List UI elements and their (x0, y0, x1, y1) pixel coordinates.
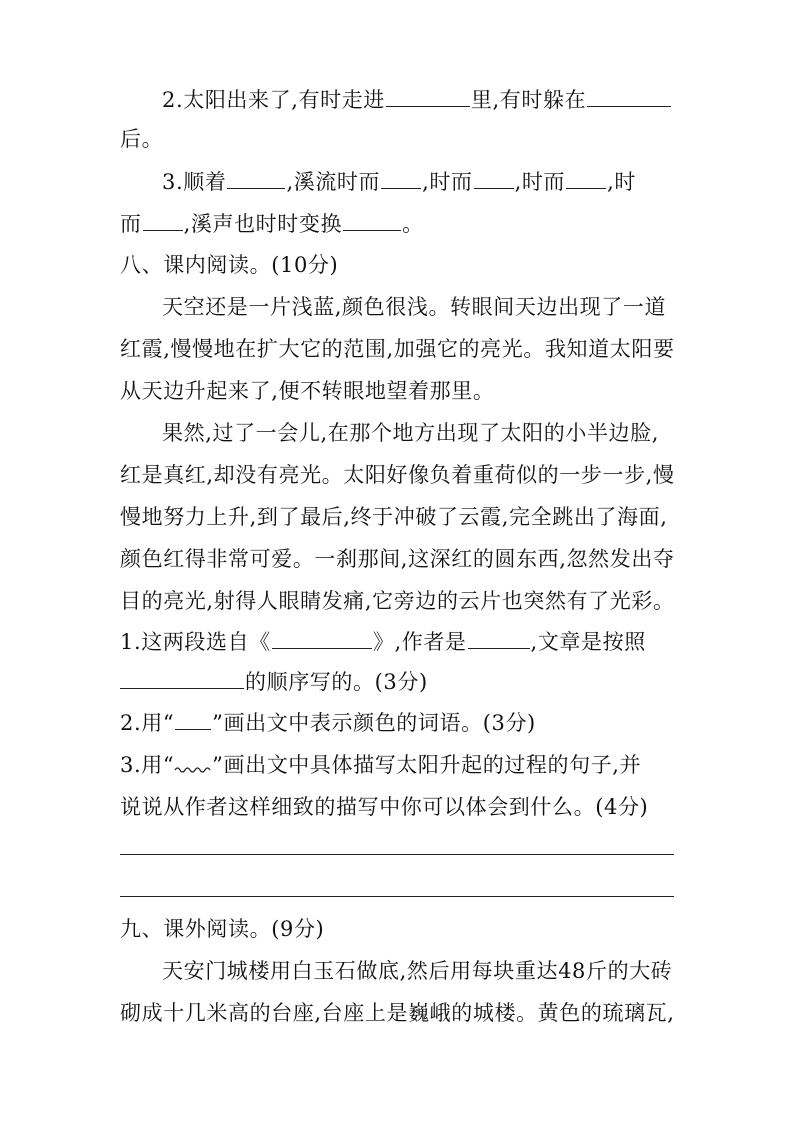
q7-item3-text-c: ,时而 (422, 170, 473, 194)
section-9-heading: 九、课外阅读。(9分) (120, 917, 325, 941)
q8-item1-text-c: ,文章是按照 (530, 630, 646, 654)
passage-9-line: 砌成十几米高的台座,台座上是巍峨的城楼。黄色的琉璃瓦, (120, 1001, 675, 1025)
q7-item3-text-h: 。 (402, 212, 424, 236)
q7-item3-text-e: ,时 (607, 170, 636, 194)
passage-8-line: 从天边升起来了,便不转眼地望着那里。 (120, 379, 495, 403)
q8-item-1-cont (120, 666, 680, 696)
q8-item3-text-b: ”画出文中具体描写太阳升起的过程的句子,并 (212, 753, 642, 777)
passage-9-line: 天安门城楼用白玉石做底,然后用每块重达48斤的大砖 (162, 959, 673, 983)
q7-item-3-cont (120, 208, 680, 238)
answer-blank[interactable] (381, 166, 421, 189)
answer-blank[interactable] (343, 208, 401, 231)
answer-blank[interactable] (120, 666, 244, 689)
q7-item3-text-f: 而 (120, 212, 142, 236)
answer-blank[interactable] (227, 166, 285, 189)
q8-item-3-cont: 说说从作者这样细致的描写中你可以体会到什么。(4分) (120, 795, 649, 819)
q7-item-3 (162, 166, 682, 196)
q7-item3-text-g: ,溪声也时时变换 (183, 212, 343, 236)
answer-blank[interactable] (587, 84, 671, 107)
section-8-heading: 八、课内阅读。(10分) (120, 253, 339, 277)
q8-item-2 (120, 708, 680, 738)
q8-item1-text-b: 》,作者是 (372, 630, 467, 654)
passage-8-line: 红霞,慢慢地在扩大它的范围,加强它的亮光。我知道太阳要 (120, 337, 675, 361)
q8-item2-text-a: 2.用“ (120, 711, 175, 735)
q7-item3-text-d: ,时而 (514, 170, 566, 194)
answer-blank[interactable] (272, 626, 372, 649)
q7-item3-text-a: 3.顺着 (162, 170, 227, 194)
passage-8-line: 红是真红,却没有亮光。太阳好像负着重荷似的一步一步,慢 (120, 463, 675, 487)
q8-item1-text-a: 1.这两段选自《 (120, 630, 271, 654)
straight-underline-mark (175, 709, 211, 730)
answer-blank[interactable] (143, 208, 183, 231)
passage-8-line: 颜色红得非常可爱。一刹那间,这深红的圆东西,忽然发出夺 (120, 547, 675, 571)
q7-item2-text-a: 2.太阳出来了,有时走进 (162, 88, 385, 112)
answer-blank[interactable] (474, 166, 514, 189)
q7-item3-text-b: ,溪流时而 (286, 170, 381, 194)
q8-item-3 (120, 750, 680, 780)
answer-blank[interactable] (566, 166, 606, 189)
answer-line[interactable] (120, 854, 674, 855)
q8-item1-text-d: 的顺序写的。(3分) (245, 670, 428, 694)
passage-8-line: 目的亮光,射得人眼睛发痛,它旁边的云片也突然有了光彩。 (120, 589, 675, 613)
answer-line[interactable] (120, 896, 674, 897)
q8-item3-text-a: 3.用“ (120, 753, 175, 777)
passage-8-line: 天空还是一片浅蓝,颜色很浅。转眼间天边出现了一道 (162, 295, 667, 319)
passage-8-line: 慢地努力上升,到了最后,终于冲破了云霞,完全跳出了海面, (120, 505, 668, 529)
q7-item2-text-b: 里,有时躲在 (470, 88, 587, 112)
answer-blank[interactable] (468, 626, 530, 649)
q8-item-1 (120, 626, 680, 656)
q7-item2-text-c: 后。 (120, 127, 164, 151)
answer-blank[interactable] (386, 84, 470, 107)
q8-item2-text-b: ”画出文中表示颜色的词语。(3分) (212, 711, 536, 735)
q7-item-2 (162, 84, 682, 114)
passage-8-line: 果然,过了一会儿,在那个地方出现了太阳的小半边脸, (162, 421, 660, 445)
wavy-underline-mark (174, 750, 212, 772)
q7-item-2-cont (120, 124, 680, 154)
